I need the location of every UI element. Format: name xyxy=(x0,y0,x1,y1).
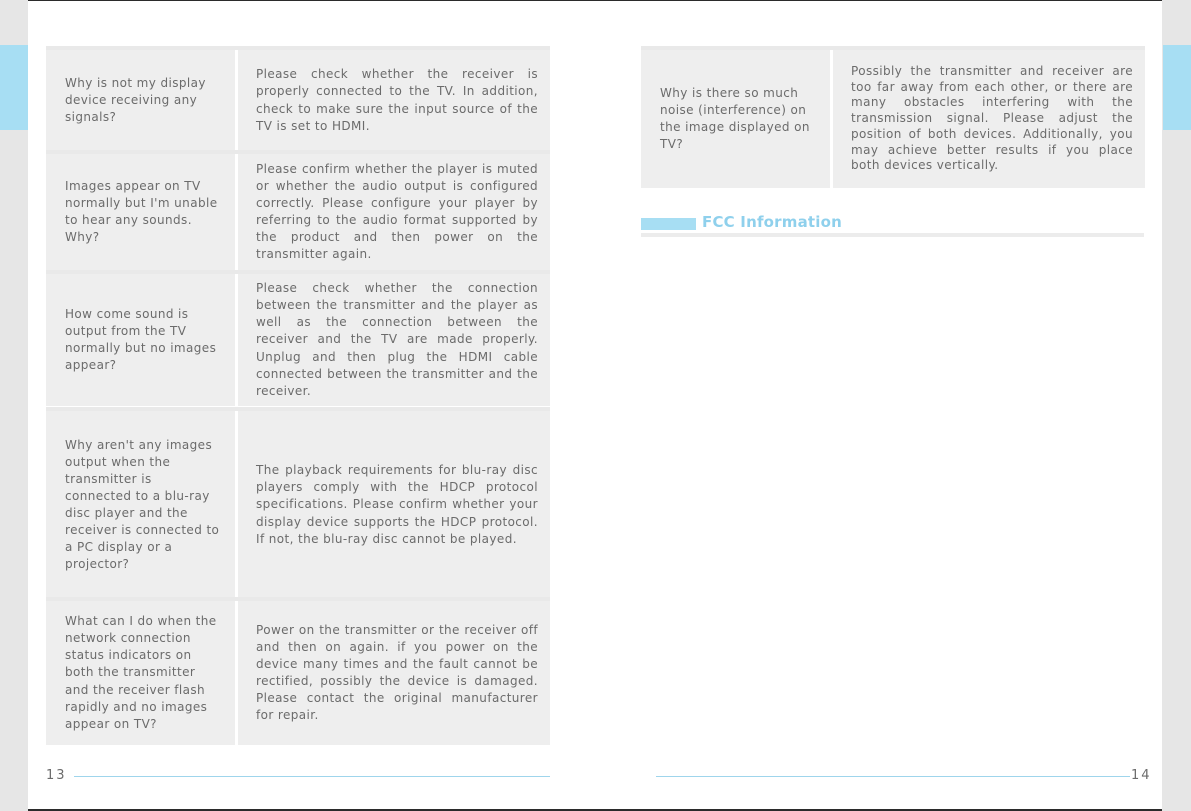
section-heading: FCC Information xyxy=(702,213,843,231)
faq-answer: Please check whether the connection between the transmitter and the player as well as the connection between the receiver and the TV are made properly. Unplug and then plug the HDMI cable connected between the transmitter and the receiver. xyxy=(238,274,550,406)
faq-row xyxy=(46,597,550,745)
footer-rule xyxy=(656,776,1130,777)
faq-question: How come sound is output from the TV normally but no images appear? xyxy=(46,274,235,406)
faq-row xyxy=(46,150,550,270)
left-page xyxy=(28,0,595,811)
faq-row xyxy=(641,46,1145,188)
faq-question: Why is there so much noise (interference) on the image displayed on TV? xyxy=(641,50,830,188)
footer-rule xyxy=(74,776,550,777)
faq-answer: Power on the transmitter or the receiver off and then on again. if you power on the device many times and the fault cannot be rectified, possibly the device is damaged. Please contact the original manufacturer for repair. xyxy=(238,601,550,745)
faq-row xyxy=(46,407,550,599)
page-number: 14 xyxy=(1131,768,1152,783)
faq-answer: Please check whether the receiver is properly connected to the TV. In addition, check to make sure the input source of the TV is set to HDMI. xyxy=(238,50,550,151)
page-number: 13 xyxy=(46,768,67,783)
faq-question: Images appear on TV normally but I'm unable to hear any sounds. Why? xyxy=(46,154,235,270)
top-rule xyxy=(28,0,595,1)
right-page xyxy=(595,0,1162,811)
faq-row xyxy=(46,46,550,151)
faq-answer: Possibly the transmitter and receiver are too far away from each other, or there are many obstacles interfering with the transmission signal. Please adjust the position of both devices. Additionally, you may achieve better results if you place both devices vertically. xyxy=(833,50,1145,188)
right-edge-tab xyxy=(1163,45,1191,130)
section-heading-bar xyxy=(641,218,696,230)
faq-question: What can I do when the network connection status indicators on both the transmitter and the receiver flash rapidly and no images appear on TV? xyxy=(46,601,235,745)
faq-row xyxy=(46,270,550,406)
section-heading-rule xyxy=(641,233,1144,237)
faq-question: Why aren't any images output when the transmitter is connected to a blu-ray disc player and the receiver is connected to a PC display or a projector? xyxy=(46,411,235,599)
faq-answer: The playback requirements for blu-ray disc players comply with the HDCP protocol specifications. Please confirm whether your display device supports the HDCP protocol. If not, the blu-ray disc cannot be played. xyxy=(238,411,550,599)
faq-question: Why is not my display device receiving any signals? xyxy=(46,50,235,151)
top-rule xyxy=(595,0,1162,1)
faq-answer: Please confirm whether the player is muted or whether the audio output is configured correctly. Please configure your player by referring to the audio format supported by the product and then power on the transmitter again. xyxy=(238,154,550,270)
left-edge-tab xyxy=(0,45,28,130)
